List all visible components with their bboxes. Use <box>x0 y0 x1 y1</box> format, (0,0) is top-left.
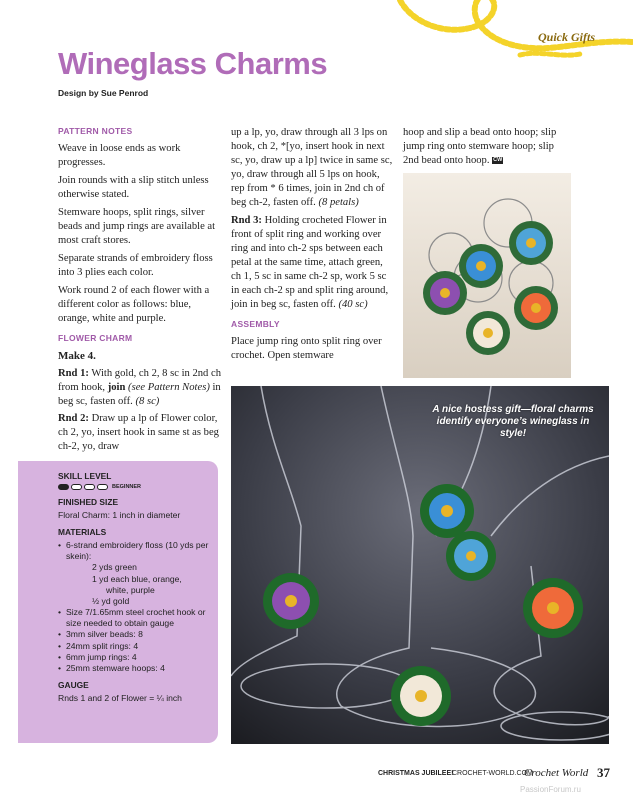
note-paragraph: Stemware hoops, split rings, silver beads and jump rings are available at most craft stores. <box>58 207 216 247</box>
footer-magazine: Crochet World <box>524 767 589 779</box>
rnd-2-text-start: Draw up a lp of Flower color, ch 2, yo, insert hook in same st as beg ch-2, yo, draw <box>58 413 219 453</box>
skill-bar-filled <box>58 484 69 490</box>
footer-site: CROCHET-WORLD.COM <box>452 770 533 777</box>
rnd-3-label: Rnd 3: <box>231 214 262 226</box>
page-title: Wineglass Charms <box>58 46 328 81</box>
photo-caption: A nice hostess gift—floral charms identify everyone’s wineglass in style! <box>432 404 594 440</box>
assembly-heading: ASSEMBLY <box>231 318 280 329</box>
note-paragraph: Work round 2 of each flower with a different color as follows: blue, orange, white and purple. <box>58 284 210 324</box>
floss-green: 2 yds green <box>92 562 137 573</box>
skill-level-meter <box>58 484 218 491</box>
finished-size-heading: FINISHED SIZE <box>58 497 119 508</box>
rnd-3-count: (40 sc) <box>338 298 368 310</box>
charm-blue-large <box>420 484 474 538</box>
page-number: 37 <box>597 765 610 780</box>
rnd-3-instruction <box>231 214 394 312</box>
note-paragraph: Join rounds with a slip stitch unless otherwise stated. <box>58 175 209 201</box>
charm-teal <box>509 221 553 265</box>
rnd-1-count: (8 sc) <box>135 395 160 407</box>
skill-level-heading: SKILL LEVEL <box>58 471 112 481</box>
column-2 <box>231 126 394 367</box>
rnd-2-instruction-cont: up a lp, yo, draw through all 3 lps on hook, ch 2, *[yo, insert hook in next sc, yo, draw up a lp] twice in same sc, yo, draw through all 5 lps on hook, rep from * 6 times, join in 2nd ch of beg ch-2, fasten off. (8 petals) <box>231 127 393 208</box>
flower-charm-heading: FLOWER CHARM <box>58 332 133 343</box>
skill-bar-empty <box>97 484 108 490</box>
charm-blue <box>459 244 503 288</box>
pattern-note-ref: (see Pattern Notes) <box>125 381 210 393</box>
skill-bar-empty <box>71 484 82 490</box>
material-hoops: • 25mm stemware hoops: 4 <box>58 663 218 674</box>
floss-colors: 1 yd each blue, orange, <box>92 573 182 584</box>
watermark: PassionForum.ru <box>520 785 581 794</box>
rnd-1-label: Rnd 1: <box>58 367 89 379</box>
materials-list <box>58 540 218 674</box>
materials-heading: MATERIALS <box>58 527 107 538</box>
rnd-3-text: Holding crocheted Flower in front of split ring and working over ring and into ch-2 sps between each petal at the same time, attach green, ch 1, 5 sc in same ch-2 sp, work 5 sc in each ch-2 sp and split ring around, join in beg sc, fasten off. <box>231 214 389 310</box>
section-label: Quick Gifts <box>538 30 595 44</box>
skill-level-label: BEGINNER <box>112 483 142 490</box>
rnd-1-text-end: in beg sc, fasten off. <box>58 381 221 407</box>
rnd-2-count: (8 petals) <box>318 196 359 208</box>
rnd-1-instruction <box>58 367 223 409</box>
end-mark: CW <box>493 156 503 163</box>
pattern-notes-heading: PATTERN NOTES <box>58 126 133 136</box>
charm-white <box>466 311 510 355</box>
assembly-text-start: Place jump ring onto split ring over crochet. Open stemware <box>231 335 382 361</box>
skill-bar-empty <box>84 484 95 490</box>
rnd-1-text: With gold, ch 2, 8 sc in 2nd ch from hook, <box>58 367 222 393</box>
material-beads: • 3mm silver beads: 8 <box>58 629 218 640</box>
charm-green-blue-large <box>446 531 496 581</box>
join-term: join <box>107 381 126 393</box>
charm-orange <box>514 286 558 330</box>
designer-byline: Design by Sue Penrod <box>58 88 149 98</box>
floss-gold: ½ yd gold <box>92 595 130 606</box>
material-split-rings: • 24mm split rings: 4 <box>58 641 218 652</box>
assembly-text-cont: hoop and slip a bead onto hoop; slip jump ring onto stemware hoop; slip 2nd bead onto hoop. CW <box>403 127 557 166</box>
footer-issue: CHRISTMAS JUBILEE! <box>378 770 454 777</box>
make-count: Make 4. <box>58 350 96 363</box>
charm-purple <box>423 271 467 315</box>
column-3 <box>403 126 571 172</box>
floss-colors-cont: white, purple <box>106 584 155 595</box>
material-floss: • 6-strand embroidery floss (10 yds per skein): 2 yds green 1 yd each blue, orange, white, purple ½ yd gold <box>58 540 218 607</box>
material-hook: • Size 7/1.65mm steel crochet hook or size needed to obtain gauge <box>58 607 218 629</box>
material-jump-rings: • 6mm jump rings: 4 <box>58 652 218 663</box>
note-paragraph: Weave in loose ends as work progresses. <box>58 143 181 169</box>
charm-orange-large <box>523 578 583 638</box>
charms-photo <box>403 173 571 378</box>
rnd-2-instruction-start <box>58 412 223 454</box>
charm-white-large <box>391 666 451 726</box>
note-paragraph: Separate strands of embroidery floss into 3 plies each color. <box>58 253 213 278</box>
rnd-2-label: Rnd 2: <box>58 413 89 425</box>
charm-purple-large <box>263 573 319 629</box>
column-1 <box>58 126 223 458</box>
sidebar-content <box>58 471 218 704</box>
gauge-text: Rnds 1 and 2 of Flower = ¼ inch <box>58 693 182 704</box>
gauge-heading: GAUGE <box>58 680 89 691</box>
finished-size-text: Floral Charm: 1 inch in diameter <box>58 509 181 520</box>
